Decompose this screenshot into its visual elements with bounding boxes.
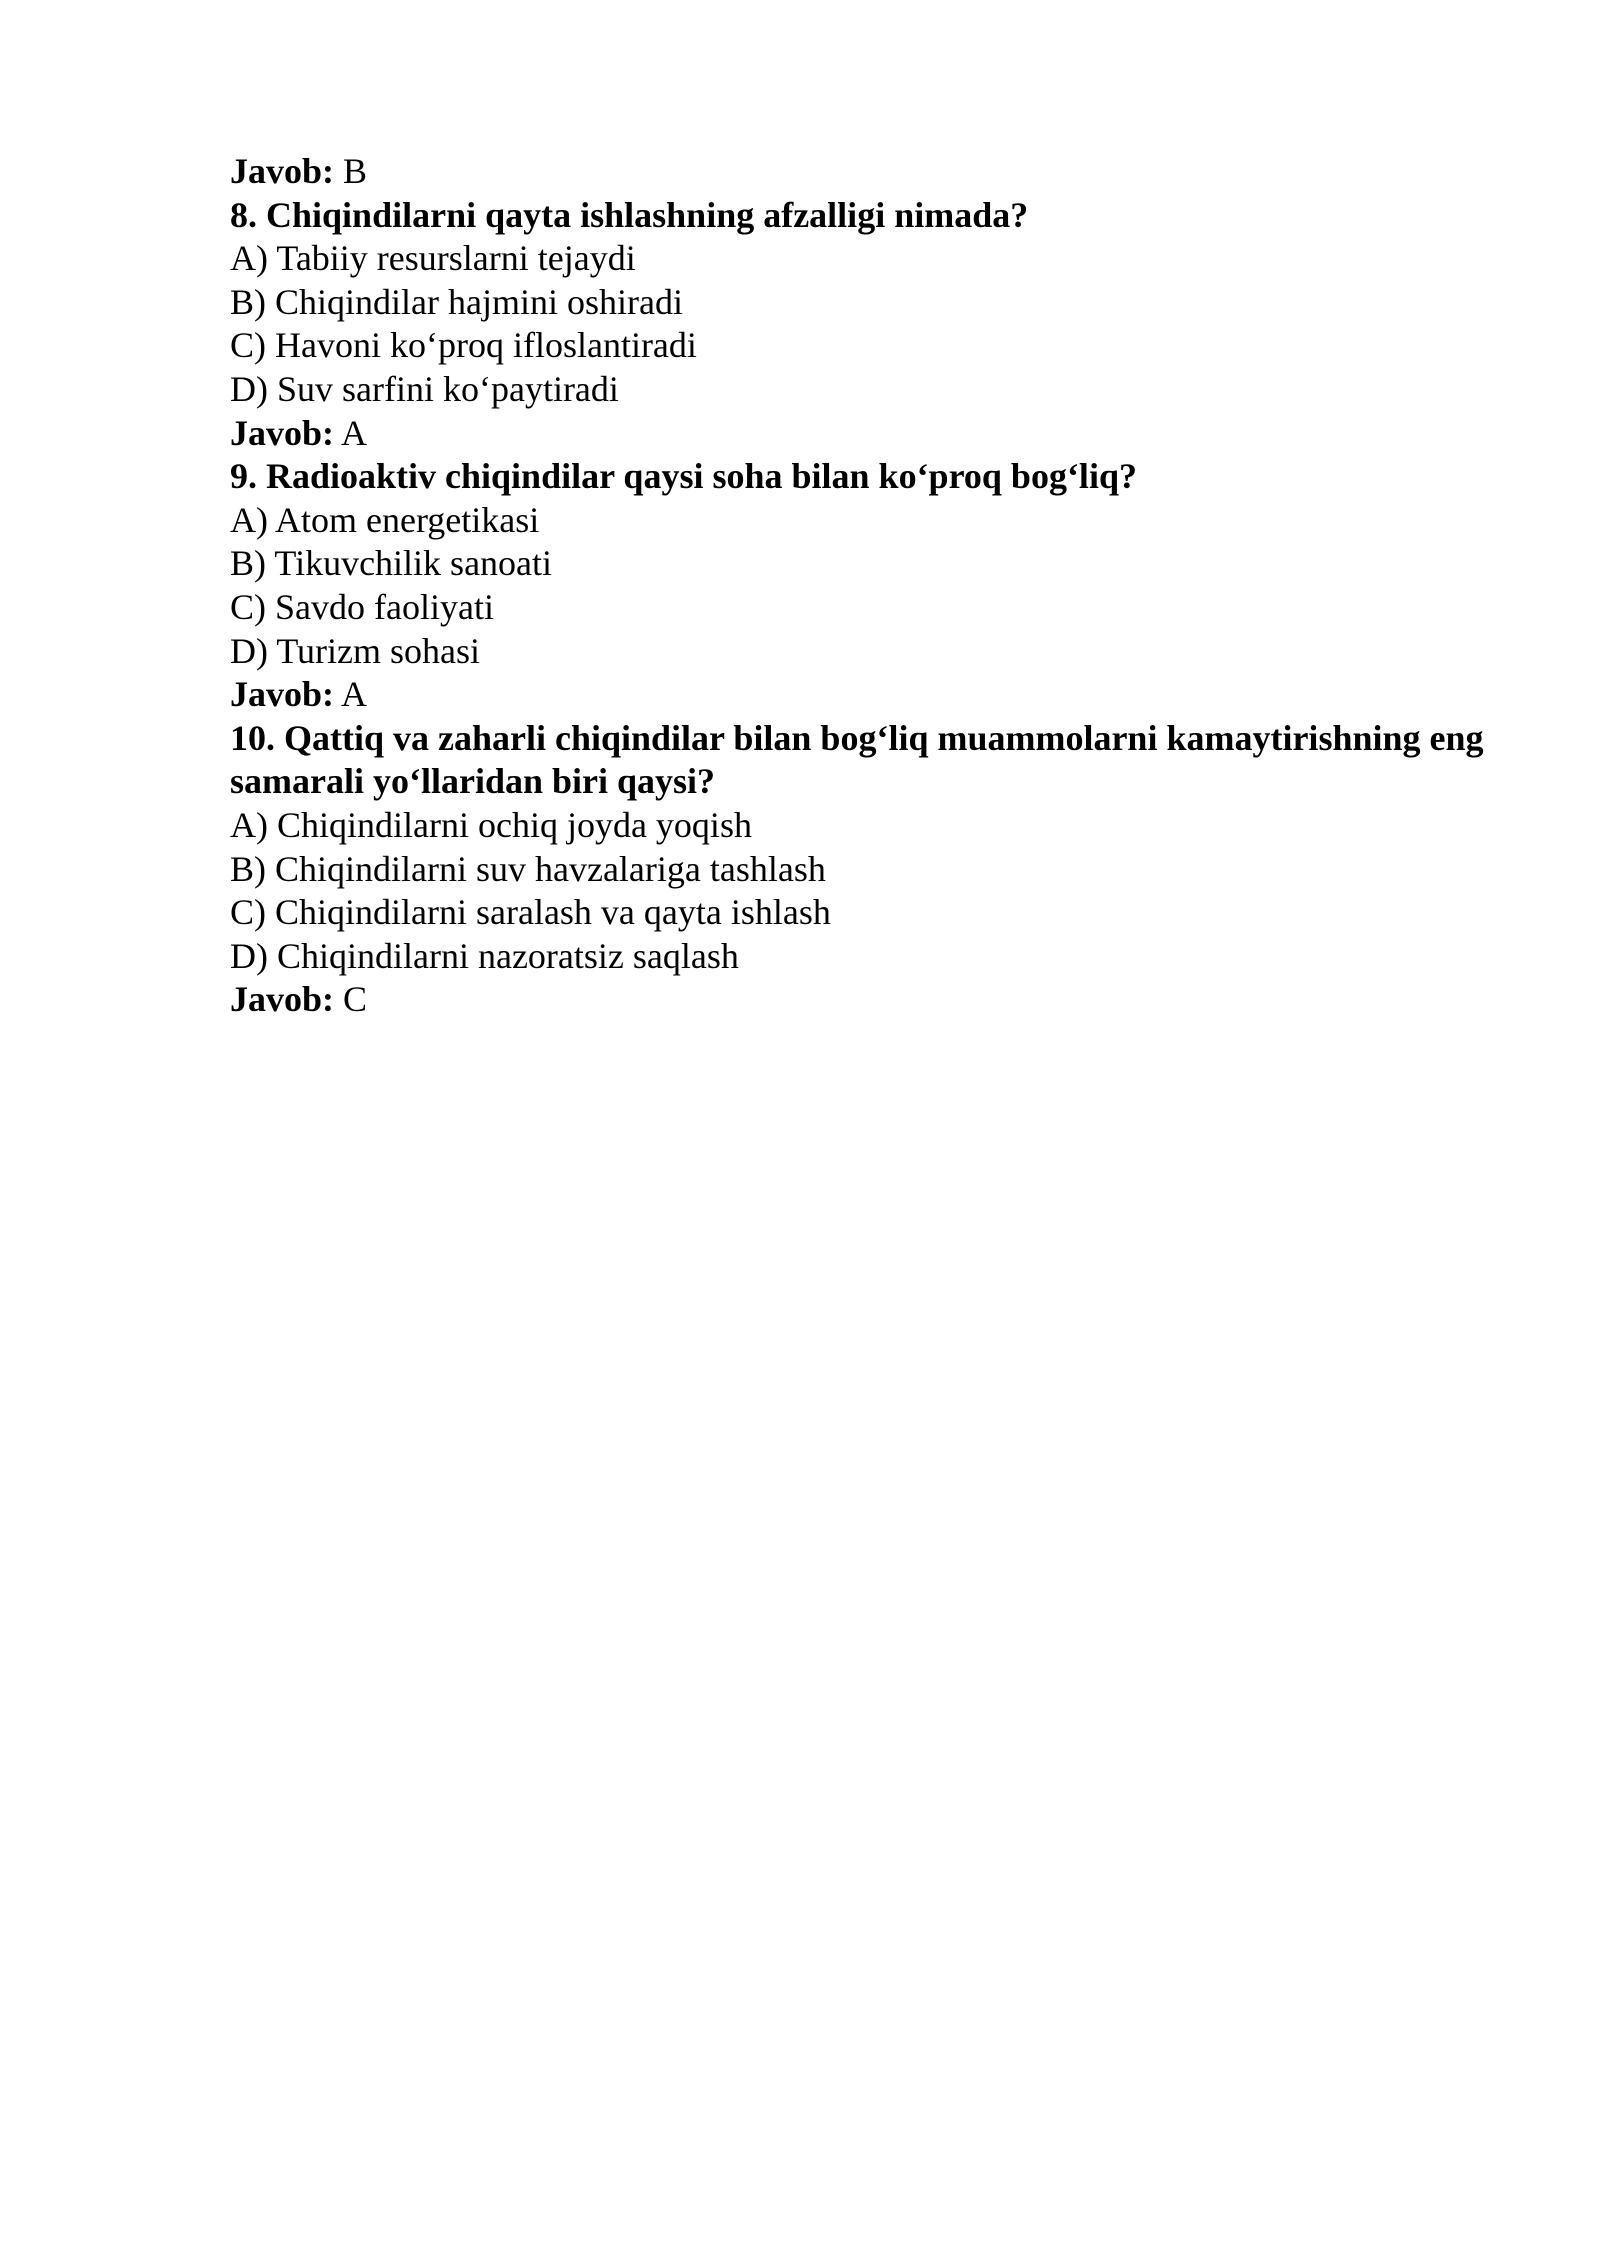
answer-line-10 <box>230 978 1490 1022</box>
option-8-c: C) Havoni ko‘proq ifloslantiradi <box>230 325 697 366</box>
answer-value-9: A <box>341 674 368 715</box>
answer-line-8 <box>230 412 1490 456</box>
answer-line <box>230 150 1490 194</box>
option-10-c: C) Chiqindilarni saralash va qayta ishlash <box>230 892 831 933</box>
option-10-a: A) Chiqindilarni ochiq joyda yoqish <box>230 804 752 845</box>
option-9-a: A) Atom energetikasi <box>230 499 540 540</box>
question-10: 10. Qattiq va zaharli chiqindilar bilan bog‘liq muammolarni kamaytirishning eng samarali yo‘llaridan biri qaysi? <box>230 717 1484 802</box>
answer-label: Javob: <box>230 151 335 191</box>
question-9: 9. Radioaktiv chiqindilar qaysi soha bilan ko‘proq bog‘liq? <box>230 456 1137 497</box>
answer-label: Javob: <box>230 979 335 1020</box>
question-8: 8. Chiqindilarni qayta ishlashning afzalligi nimada? <box>230 194 1029 235</box>
answer-value: B <box>343 151 368 191</box>
answer-value-8: A <box>341 412 368 453</box>
answer-label: Javob: <box>230 674 335 715</box>
option-10-b: B) Chiqindilarni suv havzalariga tashlash <box>230 848 826 889</box>
option-9-d: D) Turizm sohasi <box>230 630 481 671</box>
document-page <box>230 150 1490 1022</box>
option-8-a: A) Tabiiy resurslarni tejaydi <box>230 238 636 279</box>
option-8-b: B) Chiqindilar hajmini oshiradi <box>230 281 683 322</box>
option-9-b: B) Tikuvchilik sanoati <box>230 543 553 584</box>
answer-label: Javob: <box>230 412 335 453</box>
option-9-c: C) Savdo faoliyati <box>230 586 494 627</box>
answer-value-10: C <box>343 979 368 1020</box>
answer-line-9 <box>230 673 1490 717</box>
option-10-d: D) Chiqindilarni nazoratsiz saqlash <box>230 935 739 976</box>
option-8-d: D) Suv sarfini ko‘paytiradi <box>230 368 619 409</box>
